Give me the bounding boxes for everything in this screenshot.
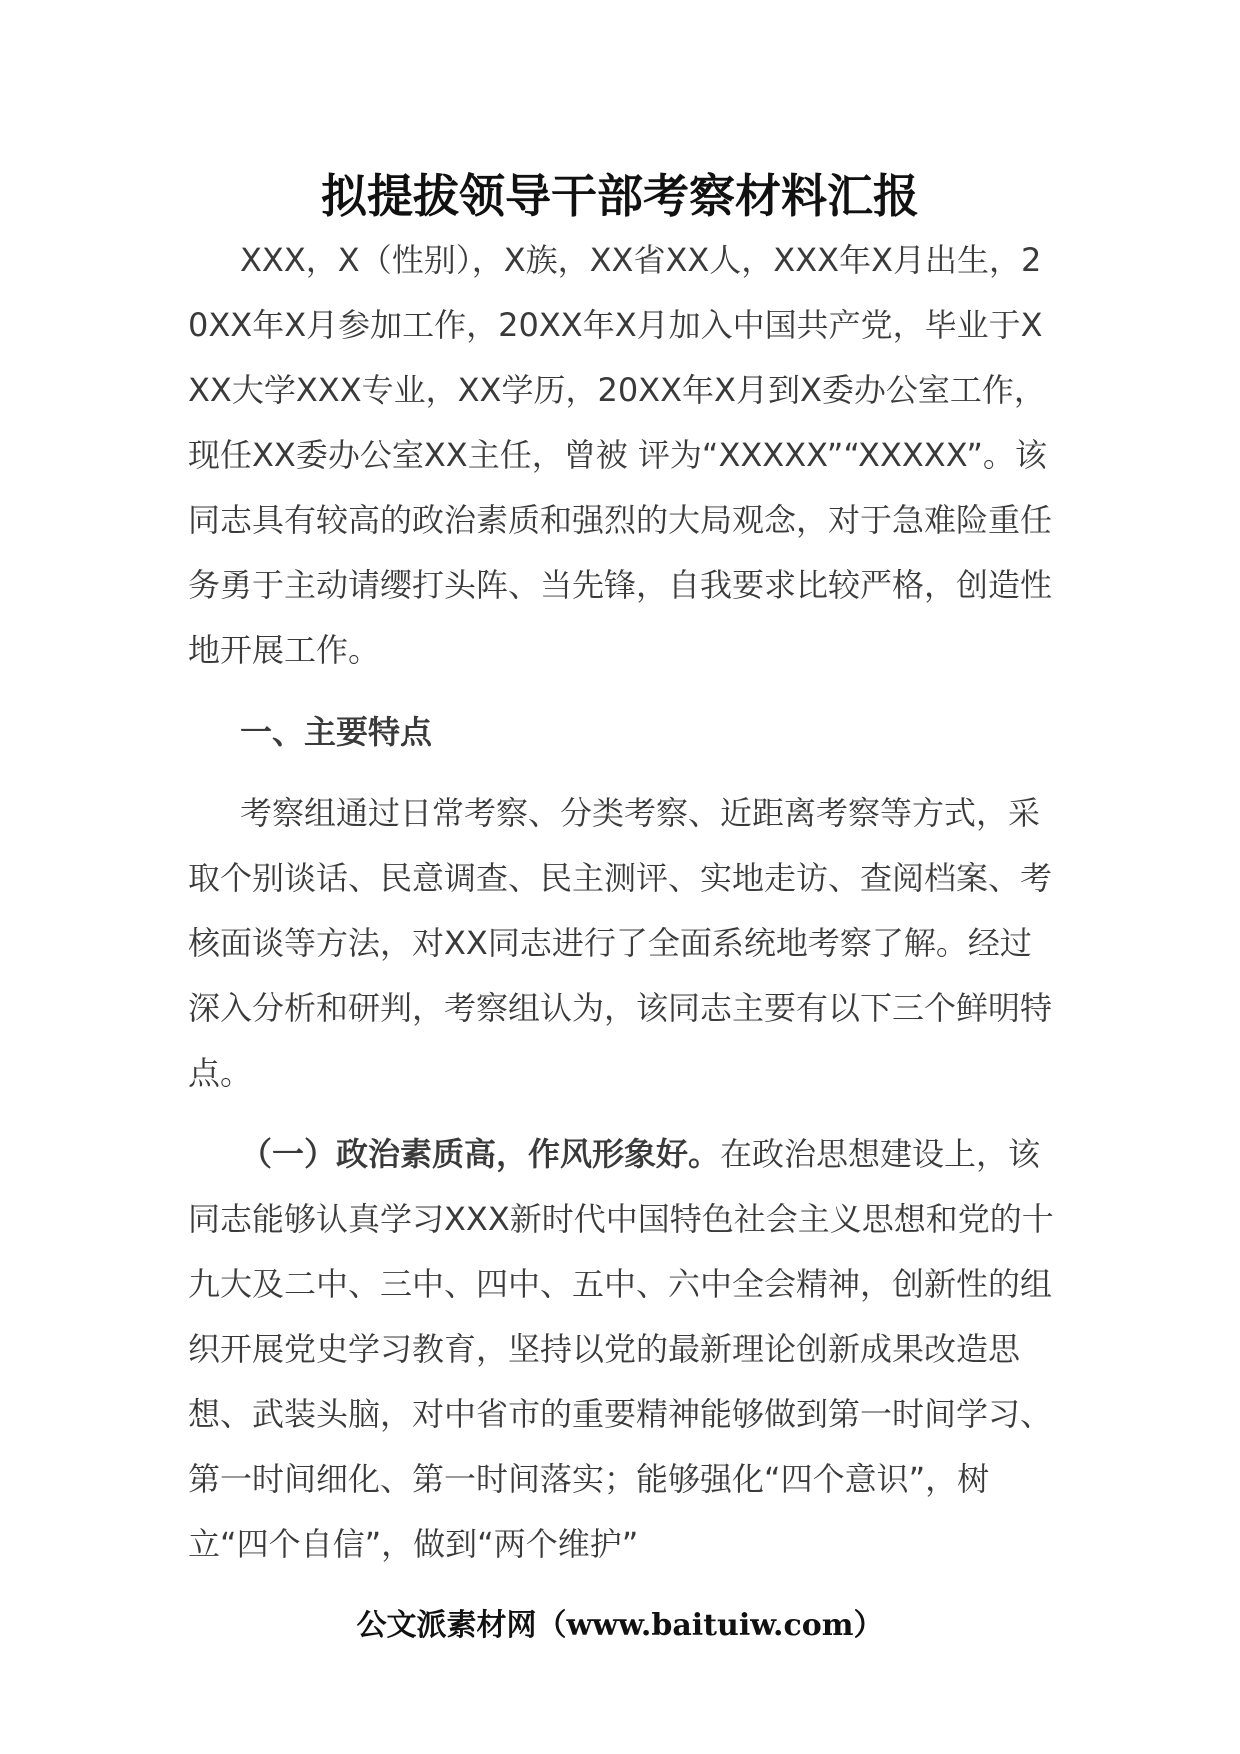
section-paragraph: 考察组通过日常考察、分类考察、近距离考察等方式，采取个别谈话、民意调查、民主测评、实地走访、查阅档案、考核面谈等方法，对XX同志进行了全面系统地考察了解。经过深入分析和研判，考察组认为，该同志主要有以下三个鲜明特点。	[188, 794, 1053, 1092]
subsection-paragraph	[188, 1122, 1060, 1577]
subsection-text: 在政治思想建设上，该同志能够认真学习XXX新时代中国特色社会主义思想和党的十九大及二中、三中、四中、五中、六中全会精神，创新性的组织开展党史学习教育，坚持以党的最新理论创新成果改造思想、武装头脑，对中省市的重要精神能够做到第一时间学习、第一时间细化、第一时间落实；能够强化“四个意识”，树立“四个自信”，做到“两个维护”	[188, 1135, 1054, 1563]
footer-watermark: 公文派素材网（www.baituiw.com）	[356, 1608, 884, 1643]
subsection-lead: （一）政治素质高，作风形象好。	[240, 1135, 721, 1173]
intro-paragraph: XXX，X（性别），X族，XX省XX人，XXX年X月出生，20XX年X月参加工作，20XX年X月加入中国共产党，毕业于XXX大学XXX专业，XX学历，20XX年X月到X委办公室工作，现任XX委办公室XX主任，曾被 评为“XXXXX”“XXXXX”。该同志具有较高的政治素质和强烈的大局观念，对于急难险重任务勇于主动请缨打头阵、当先锋，自我要求比较严格，创造性地开展工作。	[188, 241, 1053, 669]
document-title: 拟提拔领导干部考察材料汇报	[321, 169, 919, 223]
section-heading-main-features: 一、主要特点	[240, 713, 433, 751]
